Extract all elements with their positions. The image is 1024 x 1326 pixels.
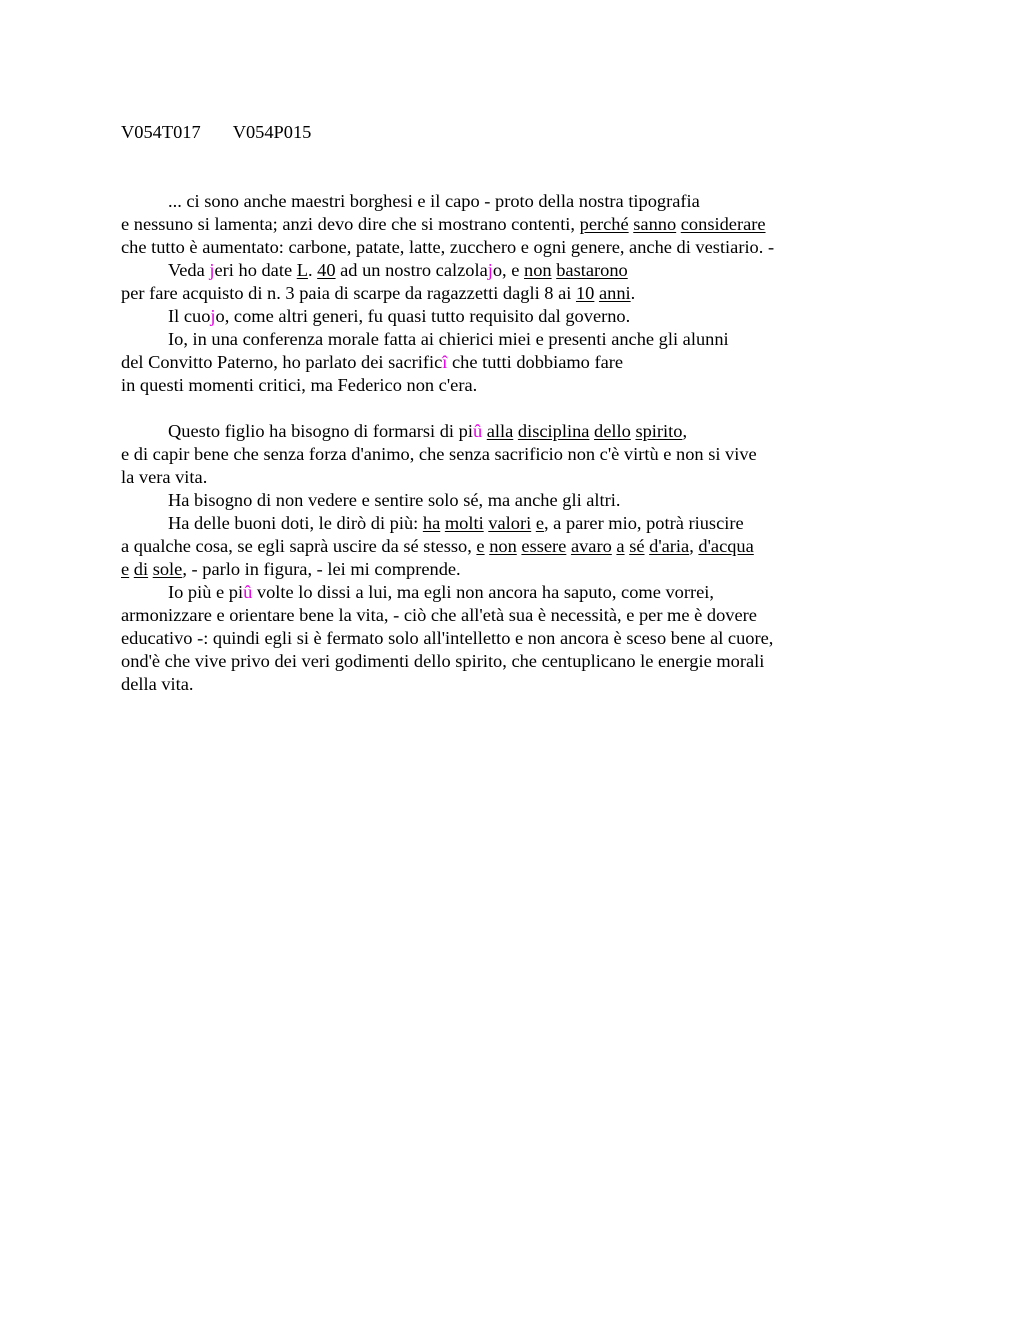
text-segment: del Convitto Paterno, ho parlato dei sacrific [121, 352, 443, 372]
text-line [121, 673, 921, 696]
highlighted-glyph: j [209, 260, 215, 280]
underlined-word: 10 [575, 283, 595, 303]
text-segment: . [307, 260, 318, 280]
paragraph [121, 190, 921, 259]
underlined-word: anni [598, 283, 631, 303]
text-segment: , a parer mio, potrà riuscire [543, 513, 744, 533]
underlined-word: sé [629, 536, 645, 556]
text-segment: ... ci sono anche maestri borghesi e il capo - proto della nostra tipografia [168, 191, 700, 211]
text-line [121, 259, 921, 282]
text-line [121, 489, 921, 512]
text-segment: . [630, 283, 636, 303]
text-line [121, 305, 921, 328]
text-segment: Ha delle buoni doti, le dirò di più: [168, 513, 423, 533]
underlined-word: perché [579, 214, 629, 234]
paragraph [121, 259, 921, 305]
text-segment: Il cuo [168, 306, 211, 326]
text-line [121, 328, 921, 351]
underlined-word: e [476, 536, 485, 556]
text-line [121, 213, 921, 236]
text-segment: Questo figlio ha bisogno di formarsi di pi [168, 421, 473, 441]
paragraph-gap [121, 397, 921, 420]
underlined-word: d'aria [649, 536, 690, 556]
underlined-word: essere [521, 536, 567, 556]
underlined-word: alla [486, 421, 514, 441]
text-line [121, 627, 921, 650]
text-segment: volte lo dissi a lui, ma egli non ancora ha saputo, come vorrei, [252, 582, 714, 602]
text-line [121, 558, 921, 581]
underlined-word: non [489, 536, 517, 556]
underlined-word: avaro [570, 536, 612, 556]
paragraph [121, 581, 921, 696]
text-segment: Io più e pi [168, 582, 244, 602]
text-line [121, 650, 921, 673]
text-line [121, 236, 921, 259]
text-line [121, 351, 921, 374]
text-segment: , [689, 536, 699, 556]
underlined-word: dello [594, 421, 631, 441]
underlined-word: valori [488, 513, 532, 533]
text-line [121, 604, 921, 627]
paragraph [121, 420, 921, 489]
text-segment: o, come altri generi, fu quasi tutto requisito dal governo. [215, 306, 631, 326]
paragraph [121, 328, 921, 397]
letter-body [121, 190, 921, 696]
underlined-word: sanno [633, 214, 677, 234]
underlined-word: disciplina [517, 421, 590, 441]
text-line [121, 282, 921, 305]
underlined-word: L [296, 260, 308, 280]
highlighted-glyph: û [243, 582, 253, 602]
text-segment: la vera vita. [121, 467, 208, 487]
text-line [121, 535, 921, 558]
highlighted-glyph: û [472, 421, 483, 441]
underlined-word: spirito [635, 421, 683, 441]
paragraph [121, 512, 921, 581]
text-line [121, 443, 921, 466]
paragraph [121, 305, 921, 328]
text-line [121, 581, 921, 604]
underlined-word: 40 [317, 260, 336, 280]
text-line [121, 190, 921, 213]
text-segment: che tutti dobbiamo fare [447, 352, 624, 372]
text-segment: per fare acquisto di n. 3 paia di scarpe da ragazzetti dagli 8 ai [121, 283, 576, 303]
text-segment: ond'è che vive privo dei veri godimenti dello spirito, che centuplicano le energie morali [121, 651, 765, 671]
underlined-word: bastarono [556, 260, 628, 280]
document-code-right: V054P015 [232, 122, 312, 142]
paragraph [121, 489, 921, 512]
text-segment: Io, in una conferenza morale fatta ai chierici miei e presenti anche gli alunni [168, 329, 729, 349]
text-segment: , - parlo in figura, - lei mi comprende. [182, 559, 461, 579]
underlined-word: d'acqua [698, 536, 754, 556]
text-segment: ad un nostro calzola [335, 260, 488, 280]
text-segment: e nessuno si lamenta; anzi devo dire che si mostrano contenti, [121, 214, 580, 234]
underlined-word: e [535, 513, 544, 533]
underlined-word: molti [444, 513, 484, 533]
document-code-left: V054T017 [121, 122, 201, 142]
text-segment: armonizzare e orientare bene la vita, - ciò che all'età sua è necessità, e per me è dovere [121, 605, 757, 625]
text-line [121, 466, 921, 489]
text-segment: educativo -: quindi egli si è fermato solo all'intelletto e non ancora è sceso bene al cuore, [121, 628, 774, 648]
text-segment: , [682, 421, 688, 441]
text-segment: o, e [492, 260, 525, 280]
text-segment: della vita. [121, 674, 194, 694]
underlined-word: non [524, 260, 552, 280]
highlighted-glyph: j [210, 306, 216, 326]
underlined-word: sole [152, 559, 183, 579]
underlined-word: a [616, 536, 625, 556]
highlighted-glyph: j [487, 260, 493, 280]
underlined-word: considerare [680, 214, 766, 234]
text-line [121, 512, 921, 535]
underlined-word: ha [422, 513, 441, 533]
text-segment: eri ho date [214, 260, 297, 280]
document-header [121, 121, 311, 144]
highlighted-glyph: î [442, 352, 448, 372]
text-line [121, 420, 921, 443]
text-segment: che tutto è aumentato: carbone, patate, latte, zucchero e ogni genere, anche di vestiario. - [121, 237, 775, 257]
text-segment: a qualche cosa, se egli saprà uscire da sé stesso, [121, 536, 477, 556]
text-line [121, 374, 921, 397]
text-segment: Veda [168, 260, 210, 280]
text-segment: Ha bisogno di non vedere e sentire solo sé, ma anche gli altri. [168, 490, 621, 510]
text-segment: in questi momenti critici, ma Federico non c'era. [121, 375, 478, 395]
text-segment: e di capir bene che senza forza d'animo, che senza sacrificio non c'è virtù e non si vive [121, 444, 757, 464]
underlined-word: e [121, 559, 130, 579]
underlined-word: di [133, 559, 149, 579]
